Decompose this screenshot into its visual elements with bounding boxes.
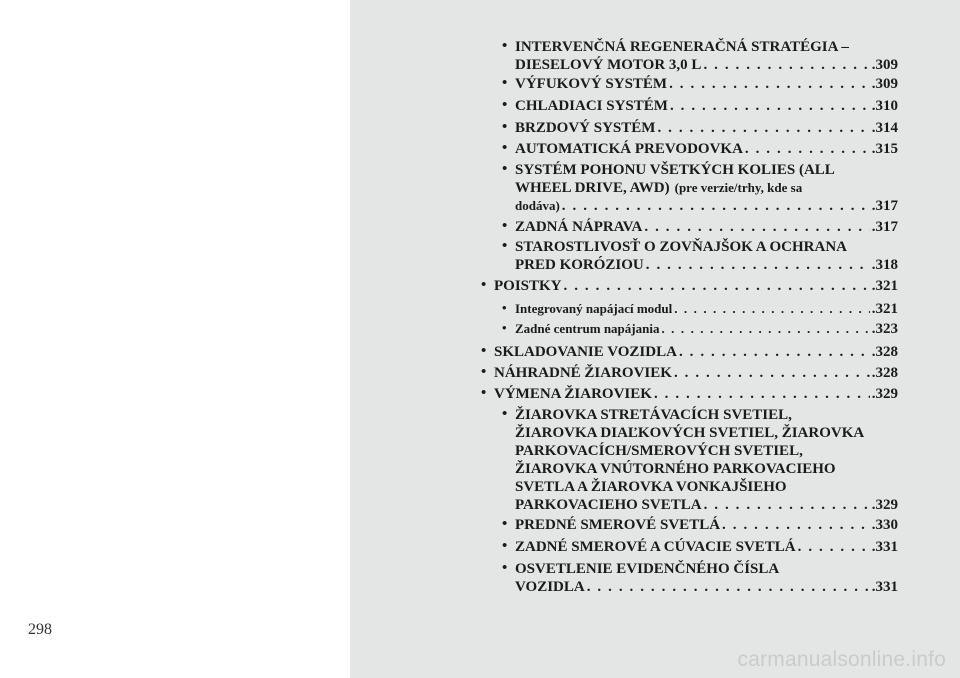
leader-dots xyxy=(562,197,870,215)
toc-page-number: .328 xyxy=(871,365,898,381)
bullet-icon: • xyxy=(481,385,487,401)
leader-dots xyxy=(644,218,869,236)
leader-dots xyxy=(674,364,870,382)
toc-entry-title: BRZDOVÝ SYSTÉM xyxy=(515,120,656,136)
page-number: 298 xyxy=(28,621,52,638)
toc-entry[interactable] xyxy=(502,538,898,556)
toc-entry[interactable] xyxy=(481,343,898,361)
toc-entry-title: OSVETLENIE EVIDENČNÉHO ČÍSLA xyxy=(515,561,780,577)
leader-dots xyxy=(674,300,870,318)
toc-entry-title: Integrovaný napájací modul xyxy=(515,301,673,316)
toc-entry-title: ZADNÁ NÁPRAVA xyxy=(515,219,643,235)
toc-page-number: .331 xyxy=(871,579,898,595)
bullet-icon: • xyxy=(502,406,508,422)
leader-dots xyxy=(670,97,870,115)
toc-entry[interactable] xyxy=(502,140,898,158)
toc-entry[interactable] xyxy=(502,516,898,534)
toc-entry-title: PRED KORÓZIOU xyxy=(515,257,644,273)
leader-dots xyxy=(798,538,870,556)
watermark: carmanualsonline.info xyxy=(737,648,946,671)
toc-page-number: .331 xyxy=(871,539,898,555)
toc-entry[interactable] xyxy=(502,238,898,274)
bullet-icon: • xyxy=(502,119,508,135)
toc-entry-title: DIESELOVÝ MOTOR 3,0 L xyxy=(515,57,702,73)
toc-entry[interactable] xyxy=(502,161,898,215)
toc-page-number: .329 xyxy=(871,386,898,402)
toc-entry-title: Zadné centrum napájania xyxy=(515,321,660,336)
bullet-icon: • xyxy=(502,38,508,54)
toc-page-number: .317 xyxy=(871,219,898,235)
bullet-icon: • xyxy=(502,161,508,177)
toc-page-number: .317 xyxy=(871,198,898,214)
toc-entry-title: VOZIDLA xyxy=(515,579,585,595)
toc-entry-title: PREDNÉ SMEROVÉ SVETLÁ xyxy=(515,517,721,533)
leader-dots xyxy=(722,516,870,534)
toc-entry-title: SVETLA A ŽIAROVKA VONKAJŠIEHO xyxy=(515,479,787,495)
bullet-icon: • xyxy=(502,97,508,113)
toc-entry-title: CHLADIACI SYSTÉM xyxy=(515,98,668,114)
toc-page-number: .328 xyxy=(871,344,898,360)
bullet-icon: • xyxy=(502,218,508,234)
leader-dots xyxy=(745,140,870,158)
leader-dots xyxy=(564,277,870,295)
toc-entry-title: VÝFUKOVÝ SYSTÉM xyxy=(515,76,668,92)
toc-entry-title: INTERVENČNÁ REGENERAČNÁ STRATÉGIA – xyxy=(515,39,849,55)
leader-dots xyxy=(679,343,870,361)
leader-dots xyxy=(703,56,869,74)
left-page xyxy=(0,0,350,678)
bullet-icon: • xyxy=(502,516,508,532)
toc-entry-title: NÁHRADNÉ ŽIAROVIEK xyxy=(494,365,672,381)
leader-dots xyxy=(704,496,870,514)
toc-page-number: .314 xyxy=(871,120,898,136)
toc-entry-title: ŽIAROVKA DIAĽKOVÝCH SVETIEL, ŽIAROVKA xyxy=(515,425,865,441)
toc-entry[interactable] xyxy=(502,97,898,115)
bullet-icon: • xyxy=(502,140,508,156)
toc-entry[interactable] xyxy=(481,277,898,295)
toc-entry[interactable] xyxy=(481,385,898,403)
toc-entry[interactable] xyxy=(502,218,898,236)
leader-dots xyxy=(654,385,870,403)
toc-entry-title: AUTOMATICKÁ PREVODOVKA xyxy=(515,141,743,157)
toc-entry-title: SKLADOVANIE VOZIDLA xyxy=(494,344,677,360)
leader-dots xyxy=(657,119,869,137)
toc-page-number: .309 xyxy=(871,57,898,73)
toc-page-number: .329 xyxy=(871,497,898,513)
leader-dots xyxy=(587,578,870,596)
leader-dots xyxy=(661,320,869,338)
toc-entry-title: POISTKY xyxy=(494,278,562,294)
bullet-icon: • xyxy=(502,560,508,576)
bullet-icon: • xyxy=(502,238,508,254)
bullet-icon: • xyxy=(502,320,507,335)
toc-entry[interactable] xyxy=(502,300,898,318)
toc-page-number: .318 xyxy=(871,257,898,273)
toc-page-number: .315 xyxy=(871,141,898,157)
toc-page-number: .310 xyxy=(871,98,898,114)
bullet-icon: • xyxy=(502,538,508,554)
toc-entry[interactable] xyxy=(481,364,898,382)
toc-entry-title: PARKOVACIEHO SVETLA xyxy=(515,497,702,513)
toc-entry-title: ZADNÉ SMEROVÉ A CÚVACIE SVETLÁ xyxy=(515,539,796,555)
toc-entry[interactable] xyxy=(502,406,898,514)
toc-entry-title: SYSTÉM POHONU VŠETKÝCH KOLIES (ALL xyxy=(515,162,835,178)
toc-entry-note: (pre verzie/trhy, kde sa xyxy=(674,180,803,195)
toc-entry-title: PARKOVACÍCH/SMEROVÝCH SVETIEL, xyxy=(515,443,803,459)
toc-entry[interactable] xyxy=(502,75,898,93)
toc-page-number: .321 xyxy=(871,278,898,294)
toc-entry-title: ŽIAROVKA STRETÁVACÍCH SVETIEL, xyxy=(515,407,792,423)
bullet-icon: • xyxy=(481,364,487,380)
bullet-icon: • xyxy=(481,277,487,293)
toc-entry[interactable] xyxy=(502,119,898,137)
toc-page-number: .323 xyxy=(871,321,898,337)
bullet-icon: • xyxy=(481,343,487,359)
toc-page-number: .330 xyxy=(871,517,898,533)
toc-page-number: .321 xyxy=(871,301,898,317)
leader-dots xyxy=(669,75,870,93)
bullet-icon: • xyxy=(502,300,507,315)
toc-entry-title: VÝMENA ŽIAROVIEK xyxy=(494,386,652,402)
toc-entry[interactable] xyxy=(502,320,898,338)
leader-dots xyxy=(646,256,870,274)
toc-entry-title: ŽIAROVKA VNÚTORNÉHO PARKOVACIEHO xyxy=(515,461,836,477)
toc-entry-title: WHEEL DRIVE, AWD) xyxy=(515,180,670,196)
bullet-icon: • xyxy=(502,75,508,91)
toc-entry[interactable] xyxy=(502,38,898,74)
toc-entry-title: dodáva) xyxy=(515,198,560,213)
toc-page-number: .309 xyxy=(871,76,898,92)
toc-entry[interactable] xyxy=(502,560,898,596)
toc-entry-title: STAROSTLIVOSŤ O ZOVŇAJŠOK A OCHRANA xyxy=(515,239,847,255)
